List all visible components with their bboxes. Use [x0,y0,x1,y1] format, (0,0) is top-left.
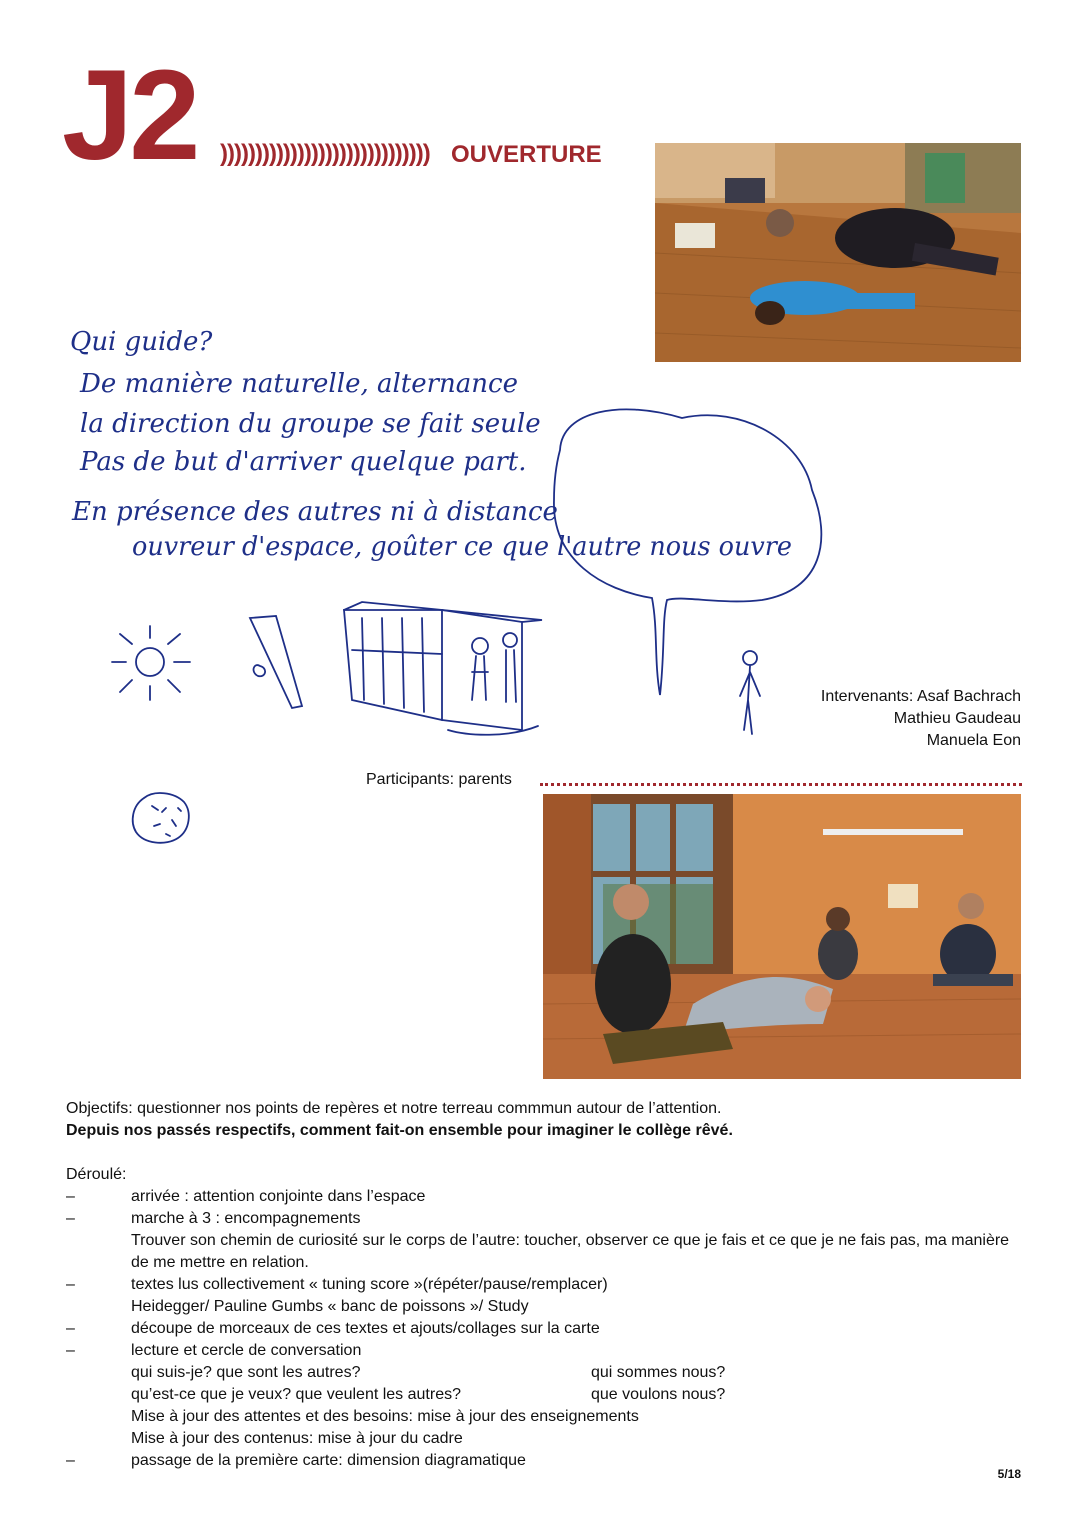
list-dash: – [66,1452,75,1469]
list-item-text: passage de la première carte: dimension diagramatique [131,1452,526,1469]
list-item-text: Mise à jour des attentes et des besoins: mise à jour des enseignements [131,1408,639,1425]
credits-block [821,686,1021,752]
page-number: 5/18 [997,1467,1021,1481]
sun-drawing [112,626,190,700]
list-item-text: lecture et cercle de conversation [131,1342,362,1359]
list-item-continuation [66,1406,1026,1428]
sketch-line-3: la direction du groupe se fait seule [80,409,541,439]
list-dash: – [66,1276,75,1293]
list-item-text: marche à 3 : encompagnements [131,1210,361,1227]
list-item-text: textes lus collectivement « tuning score »(répéter/pause/remplacer) [131,1276,608,1293]
list-item [66,1274,1026,1296]
list-item-text: Trouver son chemin de curiosité sur le corps de l’autre: toucher, observer ce que je fais et ce que je ne fais pas, ma manière de me mettre en relation. [131,1232,1010,1271]
deroule-title: Déroulé: [66,1166,127,1183]
sketch-line-1: Qui guide? [70,327,213,357]
list-item [66,1208,1026,1230]
day-heading: J2 [62,44,197,187]
list-item-text: qui suis-je? que sont les autres? [131,1364,361,1381]
photo-group-session [543,794,1021,1079]
sketch-line-2: De manière naturelle, alternance [80,369,519,399]
sketch-line-6: ouvreur d'espace, goûter ce que l'autre nous ouvre [132,532,792,562]
list-item-text: découpe de morceaux de ces textes et ajouts/collages sur la carte [131,1320,600,1337]
intervenants-label: Intervenants: Asaf Bachrach [820,688,1021,705]
dotted-divider [540,783,1022,786]
list-dash: – [66,1342,75,1359]
list-item [66,1186,1026,1208]
list-item-continuation [66,1230,1026,1274]
body-text [66,1098,1026,1472]
objectives-line: Objectifs: questionner nos points de repères et notre terreau commmun autour de l’attention. [66,1100,722,1117]
participants-label: Participants: parents [366,771,512,788]
sketch-line-4: Pas de but d'arriver quelque part. [80,447,527,477]
list-item-continuation [66,1384,1026,1406]
intervenant-name: Mathieu Gaudeau [893,710,1021,727]
list-item-continuation [66,1296,1026,1318]
scribble-drawing [133,793,189,843]
list-item-continuation [66,1428,1026,1450]
list-item [66,1340,1026,1362]
list-item-text: arrivée : attention conjointe dans l’espace [131,1188,426,1205]
list-item-text: qu’est-ce que je veux? que veulent les autres? [131,1386,461,1403]
list-item-text: Heidegger/ Pauline Gumbs « banc de poissons »/ Study [131,1298,529,1315]
person-drawing [740,651,760,734]
list-item-text-col2: que voulons nous? [591,1386,726,1403]
list-item-text-col2: qui sommes nous? [591,1364,726,1381]
list-item-continuation [66,1362,1026,1384]
list-item [66,1450,1026,1472]
intervenant-name: Manuela Eon [926,732,1021,749]
sketch-line-5: En présence des autres ni à distance [72,497,558,527]
list-dash: – [66,1210,75,1227]
list-item [66,1318,1026,1340]
heading-chevrons: )))))))))))))))))))))))))))))) [220,140,430,167]
objectives-question: Depuis nos passés respectifs, comment fait-on ensemble pour imaginer le collège rêvé. [66,1122,733,1139]
section-title: OUVERTURE [451,141,602,168]
house-drawing [344,602,542,735]
tree-drawing [250,616,302,708]
list-dash: – [66,1188,75,1205]
list-item-text: Mise à jour des contenus: mise à jour du cadre [131,1430,463,1447]
list-dash: – [66,1320,75,1337]
